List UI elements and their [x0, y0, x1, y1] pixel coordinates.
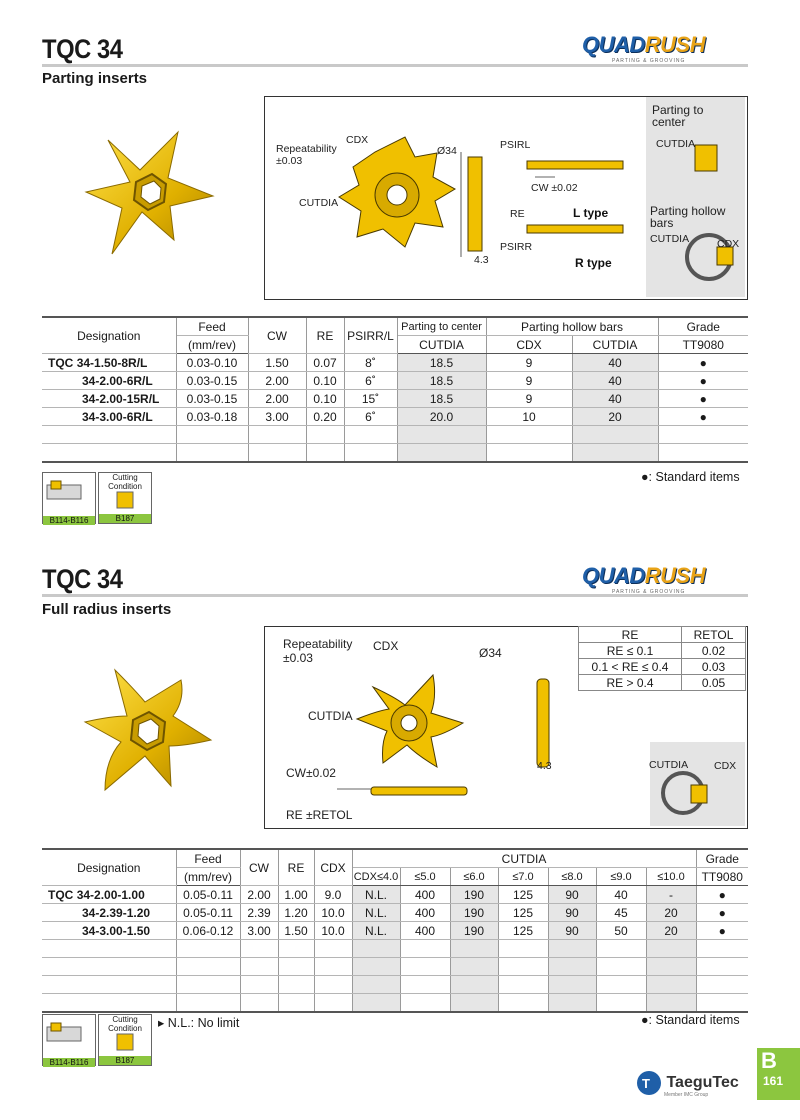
h-feed: Feed	[176, 317, 248, 336]
h2-feed-unit: (mm/rev)	[176, 868, 240, 886]
label2-repeatability-tol: ±0.03	[283, 651, 313, 665]
h-cw: CW	[248, 317, 306, 354]
holder-reference-icon[interactable]: B114-B116	[42, 472, 96, 524]
label-cdx: CDX	[346, 134, 369, 146]
table-row: 34-3.00-6R/L 0.03-0.18 3.00 0.20 6˚ 20.0 10 20 ●	[42, 408, 748, 426]
svg-text:T: T	[642, 1076, 650, 1091]
taegutec-logo-icon	[636, 1070, 662, 1096]
h2-cdx: CDX	[314, 849, 352, 886]
section2-subtitle: Full radius inserts	[42, 601, 172, 618]
label-hollow-cdx: CDX	[717, 238, 740, 250]
standard-items-legend-2: ●: Standard items	[641, 1013, 740, 1027]
nl-note: ▸ N.L.: No limit	[158, 1016, 240, 1030]
table-row-empty	[42, 994, 748, 1013]
taegutec-logo: T TaeguTec Member IMC Group	[636, 1070, 739, 1098]
label-cw: CW ±0.02	[531, 182, 578, 194]
label-repeatability-tol: ±0.03	[276, 155, 303, 167]
h-hollow-cutdia: CUTDIA	[572, 336, 658, 354]
h-feed-unit: (mm/rev)	[176, 336, 248, 354]
holder-icon	[43, 473, 95, 511]
label2-dia: Ø34	[479, 646, 502, 660]
h-parting-center: Parting to center	[397, 317, 486, 336]
table-row-empty	[42, 940, 748, 958]
h2-cw: CW	[240, 849, 278, 886]
h2-re: RE	[278, 849, 314, 886]
h2-cutdia: CUTDIA	[352, 849, 696, 868]
insert-photo-parting	[78, 120, 228, 260]
parting-spec-table	[42, 316, 748, 463]
label-side-cutdia: CUTDIA	[656, 138, 696, 150]
label-width: 4.3	[474, 254, 489, 266]
h2-grade: Grade	[696, 849, 748, 868]
quadrush-logo-1: QUADRUSH PARTING & GROOVING	[582, 32, 706, 64]
h-cdx: CDX	[486, 336, 572, 354]
label-psirl: PSIRL	[500, 139, 531, 151]
h-parting-hollow: Parting hollow bars	[486, 317, 658, 336]
table-row: 34-2.00-6R/L 0.03-0.15 2.00 0.10 6˚ 18.5 9 40 ●	[42, 372, 748, 390]
label-psirr: PSIRR	[500, 241, 533, 253]
label-re: RE	[510, 208, 525, 220]
retol-table: RE RETOL RE ≤ 0.1 0.02 0.1 < RE ≤ 0.4 0.03 RE > 0.4 0.05	[578, 626, 746, 691]
label2-re: RE ±RETOL	[286, 808, 353, 822]
cutting-condition-icon[interactable]: Cutting Condition B187	[98, 472, 152, 524]
section1-subtitle: Parting inserts	[42, 70, 148, 87]
h-designation: Designation	[42, 317, 176, 354]
retol-row: RE > 0.4 0.05	[579, 675, 746, 691]
h2-designation: Designation	[42, 849, 176, 886]
table-row-empty	[42, 976, 748, 994]
table-row-empty	[42, 426, 748, 444]
section2-title: TQC 34	[42, 564, 123, 594]
label-repeatability: Repeatability	[276, 143, 337, 155]
label-parting-hollow: Parting hollow bars	[650, 204, 726, 230]
label-hollow-cutdia: CUTDIA	[650, 233, 690, 245]
label2-cutdia: CUTDIA	[308, 709, 353, 723]
table-row: TQC 34-1.50-8R/L 0.03-0.10 1.50 0.07 8˚ 18.5 9 40 ●	[42, 354, 748, 372]
label2-width: 4.3	[537, 760, 552, 772]
table-row-empty	[42, 958, 748, 976]
h2-feed: Feed	[176, 849, 240, 868]
h-grade-name: TT9080	[658, 336, 748, 354]
holder-reference-icon[interactable]: B114-B116	[42, 1014, 96, 1066]
label-r-type: R type	[575, 256, 612, 270]
label2-side-cutdia: CUTDIA	[649, 759, 689, 771]
standard-items-legend-1: ●: Standard items	[641, 470, 740, 484]
h-psirr: PSIRR/L	[344, 317, 397, 354]
book-icon	[99, 491, 151, 509]
insert-photo-full-radius	[75, 650, 225, 800]
full-radius-spec-table: Designation Feed CW RE CDX CUTDIA Grade (mm/rev) CDX≤4.0 ≤5.0 ≤6.0 ≤7.0 ≤8.0 ≤9.0 ≤10.0 TT9080 TQC 34-2.00-1.00 0.05-0.11 2.00 1.00 9.0 N.L. 400 190 125 90 40 - ● 34-2.39-1.20 0.05-0.11 2.39 1.20 10.0 N.L. 400 190 125 90 45 20 ● 34-3.00-1.50 0.06-0.12 3.00 1.50 10.0 N.L. 400 190 125 90 50 20 ●	[42, 848, 748, 1013]
label2-repeatability: Repeatability	[283, 637, 353, 651]
table-row: 34-2.00-15R/L 0.03-0.15 2.00 0.10 15˚ 18.5 9 40 ●	[42, 390, 748, 408]
table-row-empty	[42, 444, 748, 463]
cutting-condition-icon[interactable]: Cutting Condition B187	[98, 1014, 152, 1066]
retol-row: 0.1 < RE ≤ 0.4 0.03	[579, 659, 746, 675]
table-row: 34-2.39-1.20 0.05-0.11 2.39 1.20 10.0 N.L. 400 190 125 90 45 20 ●	[42, 904, 748, 922]
label-parting-center: Parting to center	[652, 103, 704, 129]
table-row: TQC 34-2.00-1.00 0.05-0.11 2.00 1.00 9.0 N.L. 400 190 125 90 40 - ●	[42, 886, 748, 904]
label2-cdx: CDX	[373, 639, 399, 653]
label-l-type: L type	[573, 206, 609, 220]
book-icon	[99, 1033, 151, 1051]
section1-title: TQC 34	[42, 34, 123, 64]
holder-icon	[43, 1015, 95, 1053]
h-re: RE	[306, 317, 344, 354]
h-grade: Grade	[658, 317, 748, 336]
label-dia: Ø34	[437, 145, 457, 157]
label2-cw: CW±0.02	[286, 766, 336, 780]
label2-side-cdx: CDX	[714, 760, 737, 772]
section1-rule	[42, 64, 748, 67]
table-row: 34-3.00-1.50 0.06-0.12 3.00 1.50 10.0 N.L. 400 190 125 90 50 20 ●	[42, 922, 748, 940]
retol-row: RE ≤ 0.1 0.02	[579, 643, 746, 659]
label-cutdia: CUTDIA	[299, 197, 339, 209]
section-tab[interactable]: B 161	[757, 1048, 800, 1100]
h-center-cutdia: CUTDIA	[397, 336, 486, 354]
quadrush-logo-2: QUADRUSH PARTING & GROOVING	[582, 563, 706, 595]
